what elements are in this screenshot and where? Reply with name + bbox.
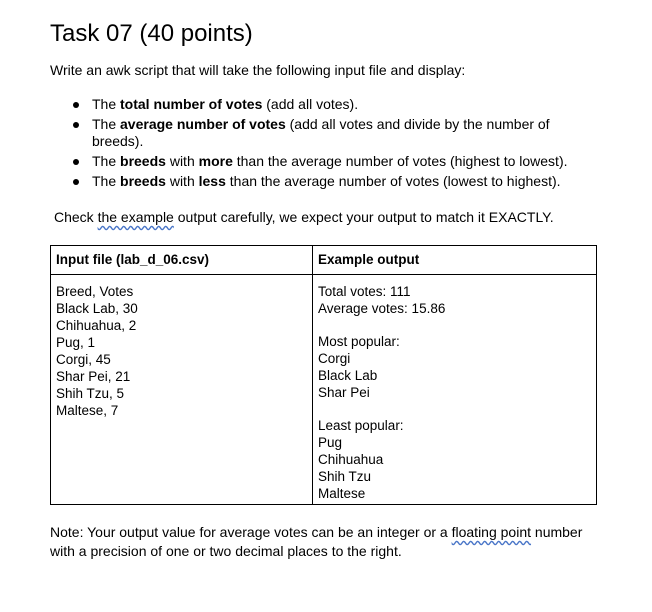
requirement-average-votes: The average number of votes (add all votes and divide by the number of breeds). — [50, 116, 590, 150]
example-output-header: Example output — [313, 246, 597, 275]
check-example-text: Check the example output carefully, we expect your output to match it EXACTLY. — [54, 209, 554, 225]
least-popular-breed: Maltese — [318, 486, 366, 501]
requirement-total-votes: The total number of votes (add all votes). — [50, 96, 590, 113]
requirement-less-than-average: The breeds with less than the average number of votes (lowest to highest). — [50, 173, 590, 190]
most-popular-heading: Most popular: — [318, 334, 400, 349]
spacer — [318, 317, 591, 333]
popular-breed: Corgi — [318, 351, 351, 366]
spacer — [318, 401, 591, 417]
input-line: Pug, 1 — [56, 335, 96, 350]
example-output-cell — [313, 275, 597, 505]
intro-text: Write an awk script that will take the following input file and display: — [50, 62, 466, 78]
requirements-list — [50, 96, 590, 193]
floating-point-link[interactable]: floating point — [451, 524, 532, 540]
input-output-table — [50, 245, 597, 505]
the-example-link[interactable]: the example — [97, 209, 174, 225]
least-popular-breed: Shih Tzu — [318, 469, 372, 484]
task-title: Task 07 (40 points) — [50, 20, 253, 47]
input-line: Shih Tzu, 5 — [56, 386, 125, 401]
requirement-more-than-average: The breeds with more than the average number of votes (highest to lowest). — [50, 153, 590, 170]
input-file-header: Input file (lab_d_06.csv) — [51, 246, 313, 275]
least-popular-breed: Pug — [318, 435, 343, 450]
input-line: Chihuahua, 2 — [56, 318, 137, 333]
popular-breed: Shar Pei — [318, 385, 370, 400]
least-popular-breed: Chihuahua — [318, 452, 384, 467]
table-header-row — [51, 246, 597, 275]
input-line: Black Lab, 30 — [56, 301, 138, 316]
input-line: Breed, Votes — [56, 284, 134, 299]
table-body-row — [51, 275, 597, 505]
least-popular-heading: Least popular: — [318, 418, 404, 433]
note-text: Note: Your output value for average votes can be an integer or a floating point number with a precision of one or two decimal places to the right. — [50, 524, 583, 559]
input-line: Shar Pei, 21 — [56, 369, 131, 384]
input-line: Corgi, 45 — [56, 352, 111, 367]
popular-breed: Black Lab — [318, 368, 378, 383]
input-line: Maltese, 7 — [56, 403, 119, 418]
output-average-votes: Average votes: 15.86 — [318, 301, 446, 316]
output-total-votes: Total votes: 111 — [318, 284, 411, 299]
input-file-cell — [51, 275, 313, 505]
